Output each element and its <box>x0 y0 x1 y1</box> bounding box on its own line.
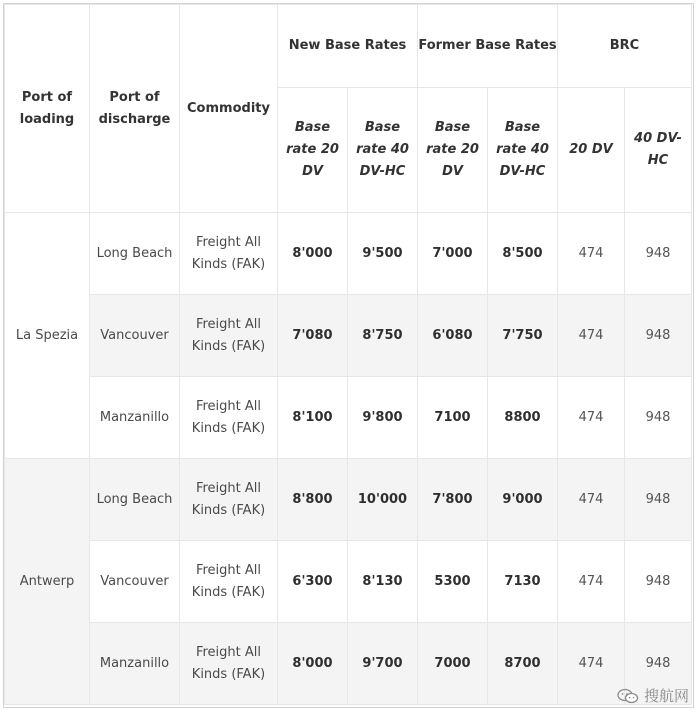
new-40dvhc-cell: 8'750 <box>348 295 418 377</box>
port-of-loading-cell: Antwerp <box>5 459 90 705</box>
former-20dv-cell: 7'000 <box>418 213 488 295</box>
discharge-cell: Manzanillo <box>90 377 180 459</box>
former-40dvhc-cell: 7'750 <box>488 295 558 377</box>
brc-20dv-cell: 474 <box>558 377 625 459</box>
brc-20dv-cell: 474 <box>558 623 625 705</box>
table-row <box>5 377 692 459</box>
discharge-cell: Long Beach <box>90 213 180 295</box>
new-40dvhc-cell: 9'800 <box>348 377 418 459</box>
former-20dv-cell: 6'080 <box>418 295 488 377</box>
commodity-cell: Freight All Kinds (FAK) <box>180 541 278 623</box>
discharge-cell: Vancouver <box>90 541 180 623</box>
new-40dvhc-cell: 9'500 <box>348 213 418 295</box>
table-row <box>5 623 692 705</box>
commodity-cell: Freight All Kinds (FAK) <box>180 623 278 705</box>
new-40dvhc-cell: 9'700 <box>348 623 418 705</box>
new-40dvhc-cell: 10'000 <box>348 459 418 541</box>
brc-40dvhc-cell: 948 <box>625 541 692 623</box>
brc-20dv-cell: 474 <box>558 541 625 623</box>
table-row <box>5 295 692 377</box>
new-20dv-cell: 8'100 <box>278 377 348 459</box>
port-of-loading-cell: La Spezia <box>5 213 90 459</box>
former-20dv-cell: 5300 <box>418 541 488 623</box>
header-port-of-loading: Port of loading <box>5 5 90 213</box>
header-brc: BRC <box>558 5 692 88</box>
former-20dv-cell: 7000 <box>418 623 488 705</box>
watermark-text: 搜航网 <box>643 687 689 705</box>
rates-table <box>4 4 692 705</box>
former-40dvhc-cell: 7130 <box>488 541 558 623</box>
former-20dv-cell: 7'800 <box>418 459 488 541</box>
header-commodity: Commodity <box>180 5 278 213</box>
table-row <box>5 213 692 295</box>
discharge-cell: Vancouver <box>90 295 180 377</box>
table-row <box>5 459 692 541</box>
header-port-of-discharge: Port of discharge <box>90 5 180 213</box>
former-40dvhc-cell: 9'000 <box>488 459 558 541</box>
former-40dvhc-cell: 8800 <box>488 377 558 459</box>
subheader-former-20dv: Base rate 20 DV <box>418 88 488 213</box>
subheader-brc-20dv: 20 DV <box>558 88 625 213</box>
new-20dv-cell: 8'800 <box>278 459 348 541</box>
discharge-cell: Long Beach <box>90 459 180 541</box>
brc-20dv-cell: 474 <box>558 459 625 541</box>
new-20dv-cell: 8'000 <box>278 623 348 705</box>
subheader-new-20dv: Base rate 20 DV <box>278 88 348 213</box>
wechat-icon <box>617 688 639 704</box>
former-40dvhc-cell: 8'500 <box>488 213 558 295</box>
subheader-new-40dvhc: Base rate 40 DV-HC <box>348 88 418 213</box>
former-20dv-cell: 7100 <box>418 377 488 459</box>
brc-40dvhc-cell: 948 <box>625 377 692 459</box>
new-20dv-cell: 7'080 <box>278 295 348 377</box>
header-new-base-rates: New Base Rates <box>278 5 418 88</box>
subheader-former-40dvhc: Base rate 40 DV-HC <box>488 88 558 213</box>
brc-40dvhc-cell: 948 <box>625 459 692 541</box>
brc-40dvhc-cell: 948 <box>625 623 692 705</box>
commodity-cell: Freight All Kinds (FAK) <box>180 377 278 459</box>
brc-20dv-cell: 474 <box>558 295 625 377</box>
watermark <box>617 685 689 706</box>
commodity-cell: Freight All Kinds (FAK) <box>180 295 278 377</box>
commodity-cell: Freight All Kinds (FAK) <box>180 213 278 295</box>
new-20dv-cell: 8'000 <box>278 213 348 295</box>
subheader-brc-40dvhc: 40 DV-HC <box>625 88 692 213</box>
new-40dvhc-cell: 8'130 <box>348 541 418 623</box>
table-row <box>5 541 692 623</box>
new-20dv-cell: 6'300 <box>278 541 348 623</box>
brc-20dv-cell: 474 <box>558 213 625 295</box>
brc-40dvhc-cell: 948 <box>625 295 692 377</box>
brc-40dvhc-cell: 948 <box>625 213 692 295</box>
discharge-cell: Manzanillo <box>90 623 180 705</box>
former-40dvhc-cell: 8700 <box>488 623 558 705</box>
header-former-base-rates: Former Base Rates <box>418 5 558 88</box>
commodity-cell: Freight All Kinds (FAK) <box>180 459 278 541</box>
